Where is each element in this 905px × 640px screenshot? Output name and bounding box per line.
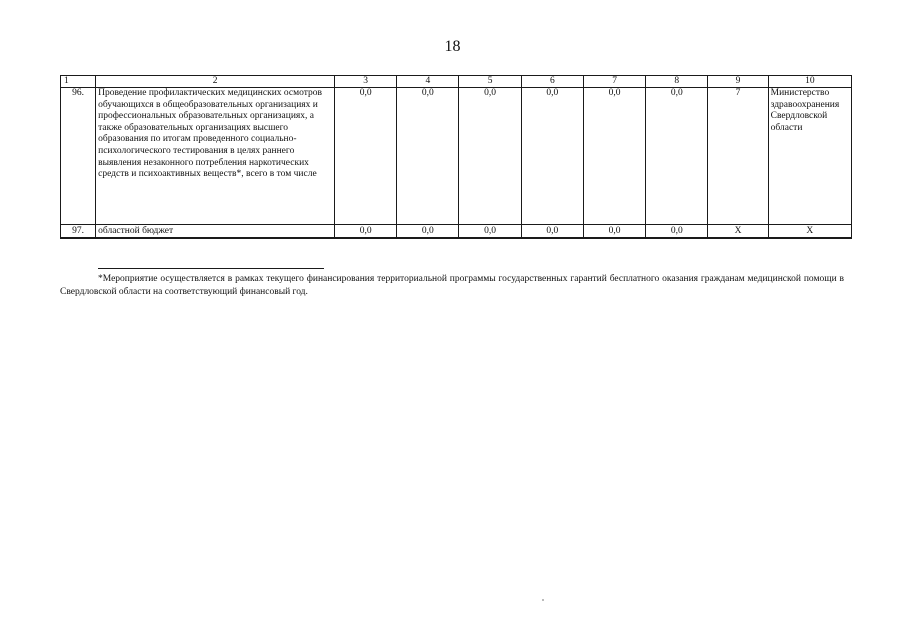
header-cell: 5	[459, 76, 521, 88]
budget-table	[60, 75, 852, 239]
value-cell: 0,0	[459, 225, 521, 239]
value-cell: 0,0	[397, 88, 459, 225]
responsible-executor-cell: Министерство здравоохранения Свердловской области	[768, 88, 851, 225]
footnote: *Мероприятие осуществляется в рамках текущего финансирования территориальной программы государственных гарантий бесплатного оказания гражданам медицинской помощи в Свердловской области на соответствующий финансовый год.	[60, 274, 844, 297]
page-number: 18	[444, 38, 461, 55]
header-cell: 4	[397, 76, 459, 88]
value-cell: 0,0	[521, 88, 583, 225]
value-cell: 0,0	[646, 225, 708, 239]
responsible-executor-cell: Х	[768, 225, 851, 239]
table-row-96	[61, 88, 852, 225]
header-cell: 3	[335, 76, 397, 88]
table-header-row	[61, 76, 852, 88]
value-cell: 0,0	[335, 225, 397, 239]
indicator-number-cell: 7	[708, 88, 768, 225]
header-cell: 10	[768, 76, 851, 88]
header-cell: 9	[708, 76, 768, 88]
value-cell: 0,0	[583, 88, 645, 225]
row-number: 96.	[61, 88, 96, 225]
scan-speck	[542, 599, 544, 601]
footnote-divider	[98, 268, 324, 269]
value-cell: 0,0	[646, 88, 708, 225]
header-cell: 6	[521, 76, 583, 88]
row-number: 97.	[61, 225, 96, 239]
header-cell: 7	[583, 76, 645, 88]
header-cell: 2	[96, 76, 335, 88]
table-row-97	[61, 225, 852, 239]
value-cell: 0,0	[521, 225, 583, 239]
value-cell: 0,0	[397, 225, 459, 239]
value-cell: 0,0	[459, 88, 521, 225]
value-cell: 0,0	[583, 225, 645, 239]
indicator-number-cell: Х	[708, 225, 768, 239]
row-description: областной бюджет	[96, 225, 335, 239]
value-cell: 0,0	[335, 88, 397, 225]
header-cell: 8	[646, 76, 708, 88]
row-description: Проведение профилактических медицинских осмотров обучающихся в общеобразовательных организациях и профессиональных образовательных организациях, а также образовательных организациях высшего образования по итогам проведенного социально-психологического тестирования в целях раннего выявления незаконного потребления наркотических средств и психоактивных веществ*, всего в том числе	[96, 88, 335, 225]
header-cell: 1	[61, 76, 96, 88]
